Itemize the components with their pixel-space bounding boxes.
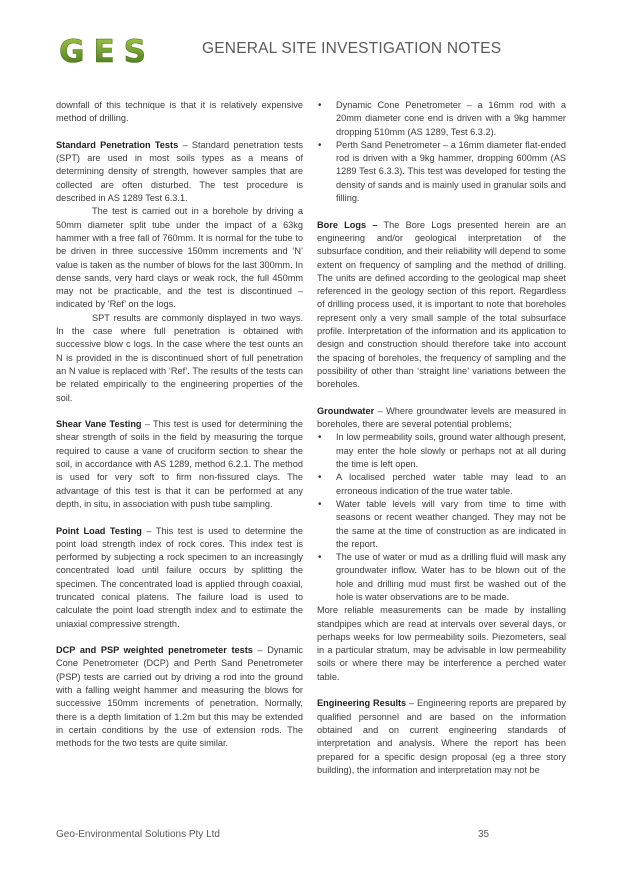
bore-logs-body: The Bore Logs presented herein are an engineering and/or geological interpretation of the subsurface condition, and their reliability will depend to some extent on frequency of sampling and the method of drilling. The units are defined according to the geological map sheet referenced in the geology section of this report. Regardless of drilling process used, it is important to note that boreholes represent only a very small sample of the total subsurface profile. Interpretation of the information and its application to design and construction should therefore take into account the spacing of boreholes, the frequency of sampling and the possibility of other than ‘straight line’ variations between the boreholes.: [317, 219, 567, 390]
penetrometer-list: [317, 99, 566, 205]
groundwater-section: [317, 405, 566, 432]
shear-vane-section: [56, 418, 303, 511]
dcp-psp-body: – Dynamic Cone Penetrometer (DCP) and Perth Sand Penetrometer (PSP) tests are carried out by driving a rod into the ground with a falling weight hammer and measuring the blows for successive 150mm increments of penetration. Normally, there is a depth limitation of 1.2m but this may be extended in certain conditions by the use of extension rods. The methods for the two tests are quite similar.: [56, 645, 303, 749]
dcp-psp-heading: DCP and PSP weighted penetrometer tests: [56, 645, 253, 656]
point-load-body: – This test is used to determine the point load strength index of rock cores. This index test is performed by subjecting a rock specimen to an increasingly concentrated load until failure occurs by splitting the specimen. The concentrated load is applied through coaxial, truncated conical platens. The failure load is used to calculate the point load strength index and to estimate the uniaxial compressive strength.: [56, 525, 303, 629]
dcp-psp-section: [56, 644, 303, 750]
spt-section: [56, 139, 303, 205]
page-header: [52, 30, 572, 70]
spt-heading: Standard Penetration Tests: [56, 139, 179, 150]
list-item: • A localised perched water table may lead to an erroneous indication of the true water table.: [317, 471, 566, 498]
engineering-results-body: – Engineering reports are prepared by qualified personnel and are based on the information obtained and on current engineering standards of interpretation and analysis. Where the report has been prepared for a specific design proposal (eg a three story building), the information and interpretation may not be: [317, 698, 566, 775]
bore-logs-section: [317, 219, 566, 392]
ges-logo: [57, 35, 167, 65]
point-load-section: [56, 525, 303, 631]
page-title: GENERAL SITE INVESTIGATION NOTES: [202, 40, 502, 57]
groundwater-body: – Where groundwater levels are measured in boreholes, there are several potential problems;: [317, 405, 566, 430]
list-item: • Water table levels will vary from time to time with seasons or recent weather changed. They may not be the same at the time of construction as are indicated in the report.: [317, 498, 566, 551]
spt-paragraph-3: SPT results are commonly displayed in two ways. In the case where full penetration is obtained with successive blow c logs. In the case where the test ounts an N is provided in the is discontinued short of full penetration an N value is replaced with ‘Ref’. The results of the tests can be related empirically to the engineering properties of the soil.: [56, 312, 303, 403]
spt-paragraph-2: The test is carried out in a borehole by driving a 50mm diameter split tube under the impact of a 63kg hammer with a free fall of 760mm. It is normal for the tube to be driven in three successive 150mm increments and ‘N’ value is taken as the number of blows for the last 300mm. In dense sands, very hard clays or weak rock, the full 450mm may not be practicable, and the test is discontinued – indicated by ‘Ref’ on the logs.: [56, 206, 303, 310]
list-item: • In low permeability soils, ground water although present, may enter the hole slowly or perhaps not at all during the time is left open.: [317, 431, 566, 471]
right-column: [317, 99, 566, 777]
shear-vane-heading: Shear Vane Testing: [56, 419, 142, 430]
footer-company: Geo-Environmental Solutions Pty Ltd: [56, 829, 220, 840]
logo-text: GES: [59, 35, 155, 65]
intro-paragraph: downfall of this technique is that it is relatively expensive method of drilling.: [56, 100, 303, 124]
engineering-results-section: [317, 697, 566, 777]
left-column: [56, 99, 303, 751]
bore-logs-heading: Bore Logs –: [317, 219, 378, 230]
shear-vane-body: – This test is used for determining the shear strength of soils in the field by measuring the torque required to cause a vane of cruciform section to shear the soil, in accordance with AS 1289, method 6.2.1. The method is used for very soft to firm non-fissured clays. The advantage of this test is that it can be performed at any depth, in situ, in association with push tube sampling.: [56, 419, 303, 509]
groundwater-heading: Groundwater: [317, 405, 375, 416]
page-number: 35: [478, 829, 490, 840]
spt-body: – Standard penetration tests (SPT) are used in most soils types as a means of determining density of strength, however samples that are collected are often disturbed. The test procedure is described in AS 1289 Test 6.3.1.: [56, 139, 303, 204]
list-item: • The use of water or mud as a drilling fluid will mask any groundwater inflow. Water has to be blown out of the hole and drilling mud must first be washed out of the hole is water observations are to be made.: [317, 551, 566, 604]
point-load-heading: Point Load Testing: [56, 525, 142, 536]
list-item: • Dynamic Cone Penetrometer – a 16mm rod with a 20mm diameter cone end is driven with a 9kg hammer dropping 510mm (AS 1289, Test 6.3.2).: [317, 99, 566, 139]
list-item: • Perth Sand Penetrometer – a 16mm diameter flat-ended rod is driven with a 9kg hammer, dropping 600mm (AS 1289 Test 6.3.3). This test was developed for testing the density of sands and is mainly used in granular soils and filling.: [317, 139, 566, 205]
engineering-results-heading: Engineering Results: [317, 698, 407, 709]
groundwater-followup: More reliable measurements can be made by installing standpipes which are read at intervals over several days, or perhaps weeks for low permeability soils. Piezometers, seal in a particular stratum, may be advisable in low permeability soils or where there may be interference a perched water table.: [317, 605, 566, 682]
groundwater-problems-list: [317, 431, 566, 604]
